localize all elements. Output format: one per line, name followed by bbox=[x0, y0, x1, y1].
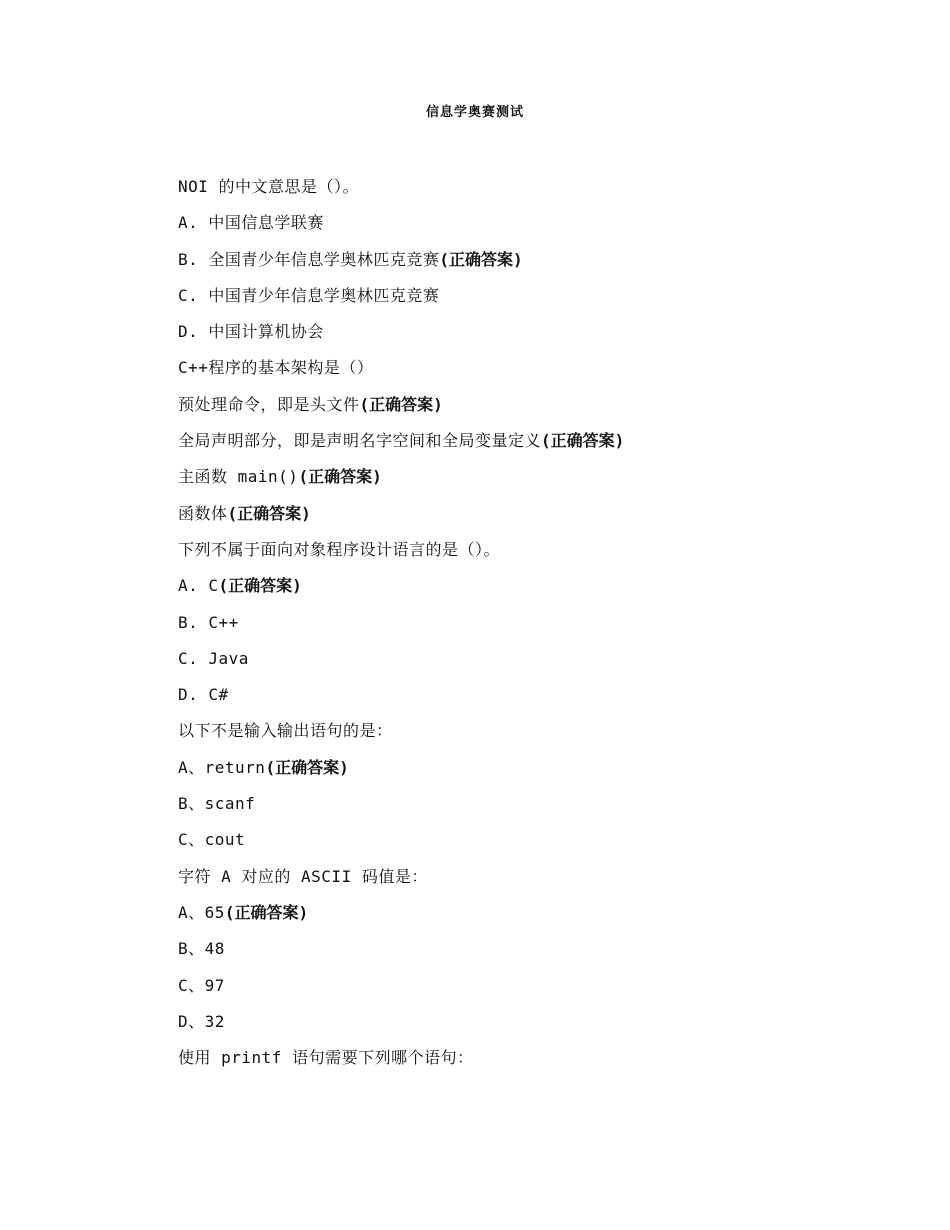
line-text: D. C# bbox=[178, 685, 229, 705]
document-line bbox=[178, 466, 878, 502]
line-text: 字符 A 对应的 ASCII 码值是： bbox=[178, 866, 428, 886]
line-text: 预处理命令，即是头文件 bbox=[178, 394, 360, 414]
line-text: NOI 的中文意思是（）。 bbox=[178, 177, 360, 196]
line-text: A. C bbox=[178, 576, 219, 596]
document-line bbox=[178, 938, 878, 974]
document-line bbox=[178, 793, 878, 829]
correct-answer-mark: (正确答案) bbox=[224, 902, 309, 922]
document-line bbox=[178, 902, 878, 938]
correct-answer-mark: (正确答案) bbox=[218, 576, 302, 596]
line-text: B. C++ bbox=[178, 612, 239, 632]
line-text: A、65 bbox=[178, 902, 225, 922]
line-text: D. 中国计算机协会 bbox=[178, 322, 324, 342]
correct-answer-mark: (正确答案) bbox=[359, 394, 443, 414]
correct-answer-mark: (正确答案) bbox=[541, 431, 625, 451]
document-line bbox=[178, 575, 878, 611]
line-text: 函数体 bbox=[178, 503, 228, 523]
correct-answer-mark: (正确答案) bbox=[265, 757, 349, 777]
line-text: A、return bbox=[178, 757, 266, 777]
document-line bbox=[178, 612, 878, 648]
line-text: B. 全国青少年信息学奥林匹克竞赛 bbox=[178, 249, 440, 269]
line-text: A. 中国信息学联赛 bbox=[178, 213, 324, 233]
document-line bbox=[178, 249, 878, 285]
document-line bbox=[178, 539, 878, 575]
document-title: 信息学奥赛测试 bbox=[425, 105, 524, 120]
document-line bbox=[178, 430, 878, 466]
line-text: C. 中国青少年信息学奥林匹克竞赛 bbox=[178, 285, 440, 305]
document-line bbox=[178, 503, 878, 539]
document-line bbox=[178, 212, 878, 248]
document-line bbox=[178, 321, 878, 357]
line-text: C、97 bbox=[178, 975, 225, 995]
line-text: B、scanf bbox=[178, 794, 256, 814]
line-text: 下列不属于面向对象程序设计语言的是（）。 bbox=[178, 539, 501, 559]
document-line bbox=[178, 720, 878, 756]
document-line bbox=[178, 684, 878, 720]
document-line bbox=[178, 394, 878, 430]
line-text: B、48 bbox=[178, 939, 225, 959]
document-line bbox=[178, 357, 878, 393]
correct-answer-mark: (正确答案) bbox=[298, 467, 382, 487]
document-line bbox=[178, 1047, 878, 1083]
document-line bbox=[178, 975, 878, 1011]
document-line bbox=[178, 285, 878, 321]
document-line bbox=[178, 757, 878, 793]
line-text: C++程序的基本架构是（） bbox=[178, 358, 374, 378]
correct-answer-mark: (正确答案) bbox=[227, 503, 311, 523]
document-line bbox=[178, 829, 878, 865]
question-list bbox=[178, 176, 878, 1083]
document-line bbox=[178, 1011, 878, 1047]
line-text: 主函数 main() bbox=[178, 467, 299, 487]
line-text: 全局声明部分，即是声明名字空间和全局变量定义 bbox=[178, 431, 542, 451]
line-text: 以下不是输入输出语句的是： bbox=[178, 721, 393, 741]
document-line bbox=[178, 866, 878, 902]
line-text: 使用 printf 语句需要下列哪个语句： bbox=[178, 1048, 474, 1068]
line-text: C、cout bbox=[178, 830, 246, 850]
document-line bbox=[178, 176, 878, 212]
line-text: D、32 bbox=[178, 1011, 225, 1031]
line-text: C. Java bbox=[178, 648, 249, 668]
correct-answer-mark: (正确答案) bbox=[439, 249, 523, 269]
document-line bbox=[178, 648, 878, 684]
